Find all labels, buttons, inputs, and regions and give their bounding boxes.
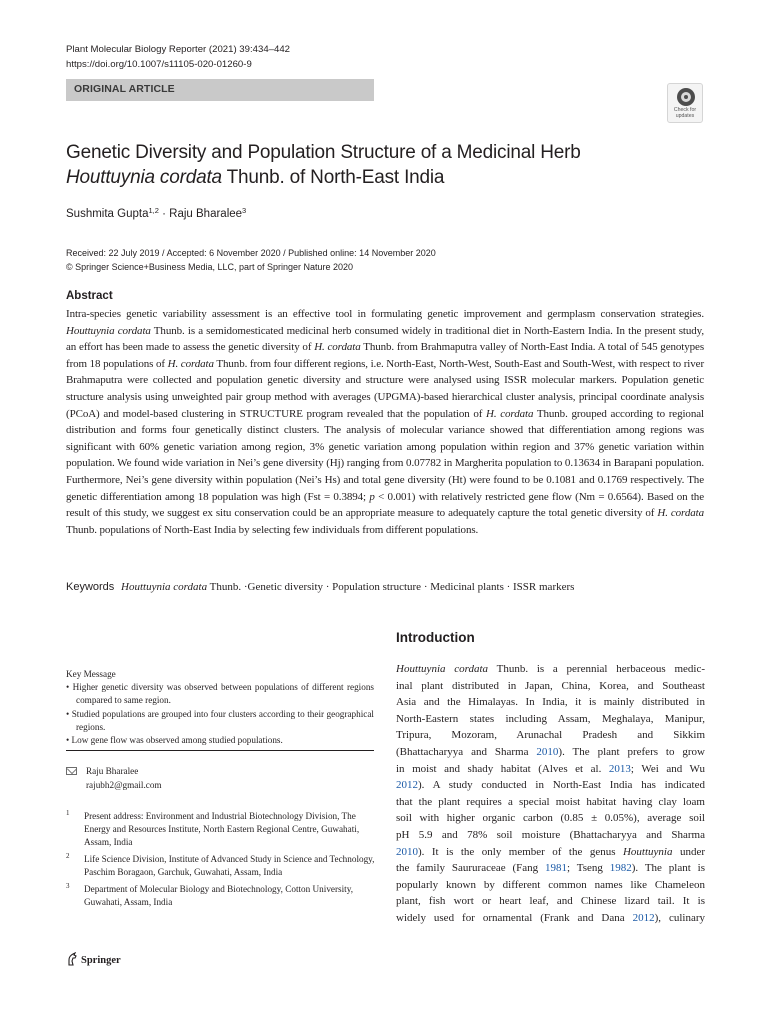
citation-link[interactable]: 2013 [608,762,631,775]
journal-citation: Plant Molecular Biology Reporter (2021) 39:434–442 [66,44,290,55]
introduction-line [396,727,705,744]
introduction-text: ; Tseng [567,862,610,875]
abstract-species-1: Houttuynia cordata [66,324,151,337]
section-label: ORIGINAL ARTICLE [74,83,175,95]
introduction-text: ), culinary [654,911,705,924]
keywords-rest: ·Genetic diversity · Population structure · Medicinal plants · ISSR markers [241,581,575,593]
check-updates-label: Check for updates [673,107,697,119]
abstract-species-5: H. cordata [657,507,704,520]
publication-dates [66,246,436,274]
doi-link[interactable]: https://doi.org/10.1007/s11105-020-01260-9 [66,59,252,70]
publisher-logo [66,952,121,966]
author-2-affiliation-marks: 3 [242,206,247,215]
introduction-line [396,694,705,711]
citation-link[interactable]: 2010 [536,745,559,758]
key-message-divider [66,750,374,751]
introduction-italic-text: Houttuynia cordata [396,663,489,675]
check-for-updates-badge[interactable] [667,83,703,123]
introduction-heading: Introduction [396,630,475,645]
title-line-2 [66,165,666,190]
abstract-text-1: Intra-species genetic variability assessment is an effective tool in formulating genetic improvement and germplasm conservation strategies. [66,308,704,320]
introduction-text: Tripura, Mozoram, Arunachal Pradesh and Sikkim [396,729,705,742]
introduction-line [396,744,705,761]
abstract-text-6: < 0.001) with relatively restricted gene flow (Nm = 0.6564). Based on the result of this study, we suggest ex situ conservation could be an appropriate measure to adequately capture the total genetic diversity of [66,490,704,520]
introduction-line [396,661,705,678]
abstract-text-4: Thunb. from four different regions, i.e. North-East, North-West, South-East and South-West, with respect to river Brahmaputra were collected and population genetic diversity and structure were analysed using ISSR molecular markers. Population genetic structure analysis using unweighted pair group method with averages (UPGMA)-based hierarchical cluster analysis, principal coordinate analysis (PCoA) and model-based clustering in STRUCTURE program revealed that the population of [66,357,705,420]
introduction-text: in moist and shady habitat (Alves et al. [396,762,609,775]
introduction-text: widely used for ornamental (Frank and Dana [396,911,633,924]
affiliation-text: Department of Molecular Biology and Biotechnology, Cotton University, Guwahati, Assam, India [84,884,354,908]
publisher-name: Springer [81,955,121,966]
affiliation-text: Life Science Division, Institute of Advanced Study in Science and Technology, Paschim Boragaon, Garchuk, Guwahati, Assam, India [84,854,375,878]
introduction-text: that the plant requires a special moist habitat having clay loam [396,795,705,808]
introduction-text: ). The plant prefers to grow [558,745,705,758]
introduction-text: Asia and the Himalayas. In India, it is mainly distributed in [396,696,705,709]
introduction-italic-text: Houttuynia [622,845,673,858]
introduction-text: ). The plant is [631,862,705,875]
article-title [66,140,666,190]
introduction-line [396,860,705,877]
title-species-name: Houttuynia cordata [66,167,222,188]
abstract-p-value-symbol: p [369,490,375,503]
citation-link[interactable]: 2012 [396,779,418,792]
abstract-body [66,306,704,538]
introduction-line [396,827,705,844]
introduction-text: ). It is the only member of the genus [418,845,623,858]
affiliation-text: Present address: Environment and Industrial Biotechnology Division, The Energy and Resources Institute, North Eastern Regional Centre, Guwahati, Assam, India [84,811,360,848]
abstract-text-2: Thunb. is a semidomesticated medicinal herb consumed widely in traditional diet in North-Eastern India. In the present study, an effort has been made to assess the genetic diversity of [66,324,705,354]
introduction-line [396,794,705,811]
introduction-text: the family Saururaceae (Fang [396,862,546,875]
introduction-text: North-Eastern states including Assam, Meghalaya, Manipur, [396,712,705,725]
introduction-text: (Bhattacharyya and Sharma [396,745,537,758]
introduction-text: Thunb. is a perennial herbaceous medic- [488,663,705,675]
citation-link[interactable]: 2012 [632,911,655,924]
abstract-text-5: Thunb. grouped according to regional distribution and forms four genetically distinct clusters. The analysis of molecular variance showed that differentiation among regions was significant with 60% genetic variation among region, 3% genetic variation among population within region and 37% genetic variation within population. We found wide variation in Nei’s gene diversity (Hj) ranging from 0.07782 in Margherita population to 0.13634 in Barapani population. Furthermore, Nei’s gene diversity within population (Nei’s Hs) and total gene diversity (Ht) were found to be 0.1081 and 0.1769 respectively. The genetic differentiation among 18 population was high (Fst = 0.3894; [66,407,704,503]
keywords-line [66,581,574,593]
author-1-affiliation-marks: 1,2 [148,206,159,215]
introduction-text: under [672,845,705,858]
citation-link[interactable]: 1982 [609,862,632,875]
introduction-line [396,810,705,827]
introduction-body [396,661,705,927]
author-separator: · [162,208,166,220]
introduction-line [396,711,705,728]
key-message-box [66,668,374,747]
keyword-species: Houttuynia cordata [121,581,208,593]
copyright-line: © Springer Science+Business Media, LLC, part of Springer Nature 2020 [66,262,354,272]
citation-link[interactable]: 2010 [396,845,418,858]
abstract-species-4: H. cordata [486,407,534,420]
abstract-heading: Abstract [66,290,113,302]
key-message-item: • Low gene flow was observed among studied populations. [66,735,283,746]
author-2-name[interactable]: Raju Bharalee [169,208,243,220]
affiliation-number: 1 [66,809,70,817]
introduction-text: inal plant distributed in Japan, China, Korea, and Southeast [396,679,705,692]
title-line-1: Genetic Diversity and Population Structure of a Medicinal Herb [66,142,581,163]
introduction-text: ). A study conducted in North-East India has indicated [418,779,705,792]
introduction-line [396,893,705,910]
key-message-item: • Higher genetic diversity was observed between populations of different regions compared to same region. [66,682,374,706]
introduction-line [396,678,705,695]
corresponding-author-name: Raju Bharalee [86,766,139,776]
introduction-line [396,844,705,861]
check-updates-icon [677,88,695,106]
abstract-species-2: H. cordata [314,341,361,354]
introduction-text: soil with higher organic carbon (0.85 ± 0.05%), average soil [396,812,705,825]
introduction-line [396,761,705,778]
section-label-bar [66,79,374,101]
introduction-text: ; Wei and Wu [630,762,705,775]
keywords-label: Keywords [66,581,115,593]
citation-link[interactable]: 1981 [545,862,568,875]
springer-horse-icon [66,952,78,966]
introduction-text: popularly known by different common names like Chameleon [396,878,705,891]
received-accepted-published: Received: 22 July 2019 / Accepted: 6 November 2020 / Published online: 14 November 2020 [66,248,436,258]
abstract-species-3: H. cordata [167,357,214,370]
author-list [66,206,246,220]
abstract-text-7: Thunb. populations of North-East India by selecting few individuals from different populations. [66,523,479,536]
author-1-name[interactable]: Sushmita Gupta [66,208,149,220]
keyword-species-authority: Thunb. [207,581,242,593]
introduction-line [396,877,705,894]
key-message-item: • Studied populations are grouped into four clusters according to their geographical regions. [66,708,374,732]
introduction-text: plant, fish wort or heart leaf, and Chinese lizard tail. It is [396,895,705,908]
corresponding-author-email[interactable]: rajubh2@gmail.com [86,779,162,790]
envelope-icon [66,767,77,775]
key-message-title: Key Message [66,669,116,679]
journal-header [66,42,290,72]
title-line-2-rest: Thunb. of North-East India [221,167,445,188]
introduction-line [396,910,705,927]
introduction-line [396,777,705,794]
abstract-text-3: Thunb. from Brahmaputra valley of North-East India. A total of 545 genotypes from 18 populations of [66,341,705,370]
introduction-text: pH 5.9 and 78% soil moisture (Bhattacharyya and Sharma [396,828,705,841]
affiliation-number: 3 [66,882,70,890]
affiliation-number: 2 [66,852,70,860]
